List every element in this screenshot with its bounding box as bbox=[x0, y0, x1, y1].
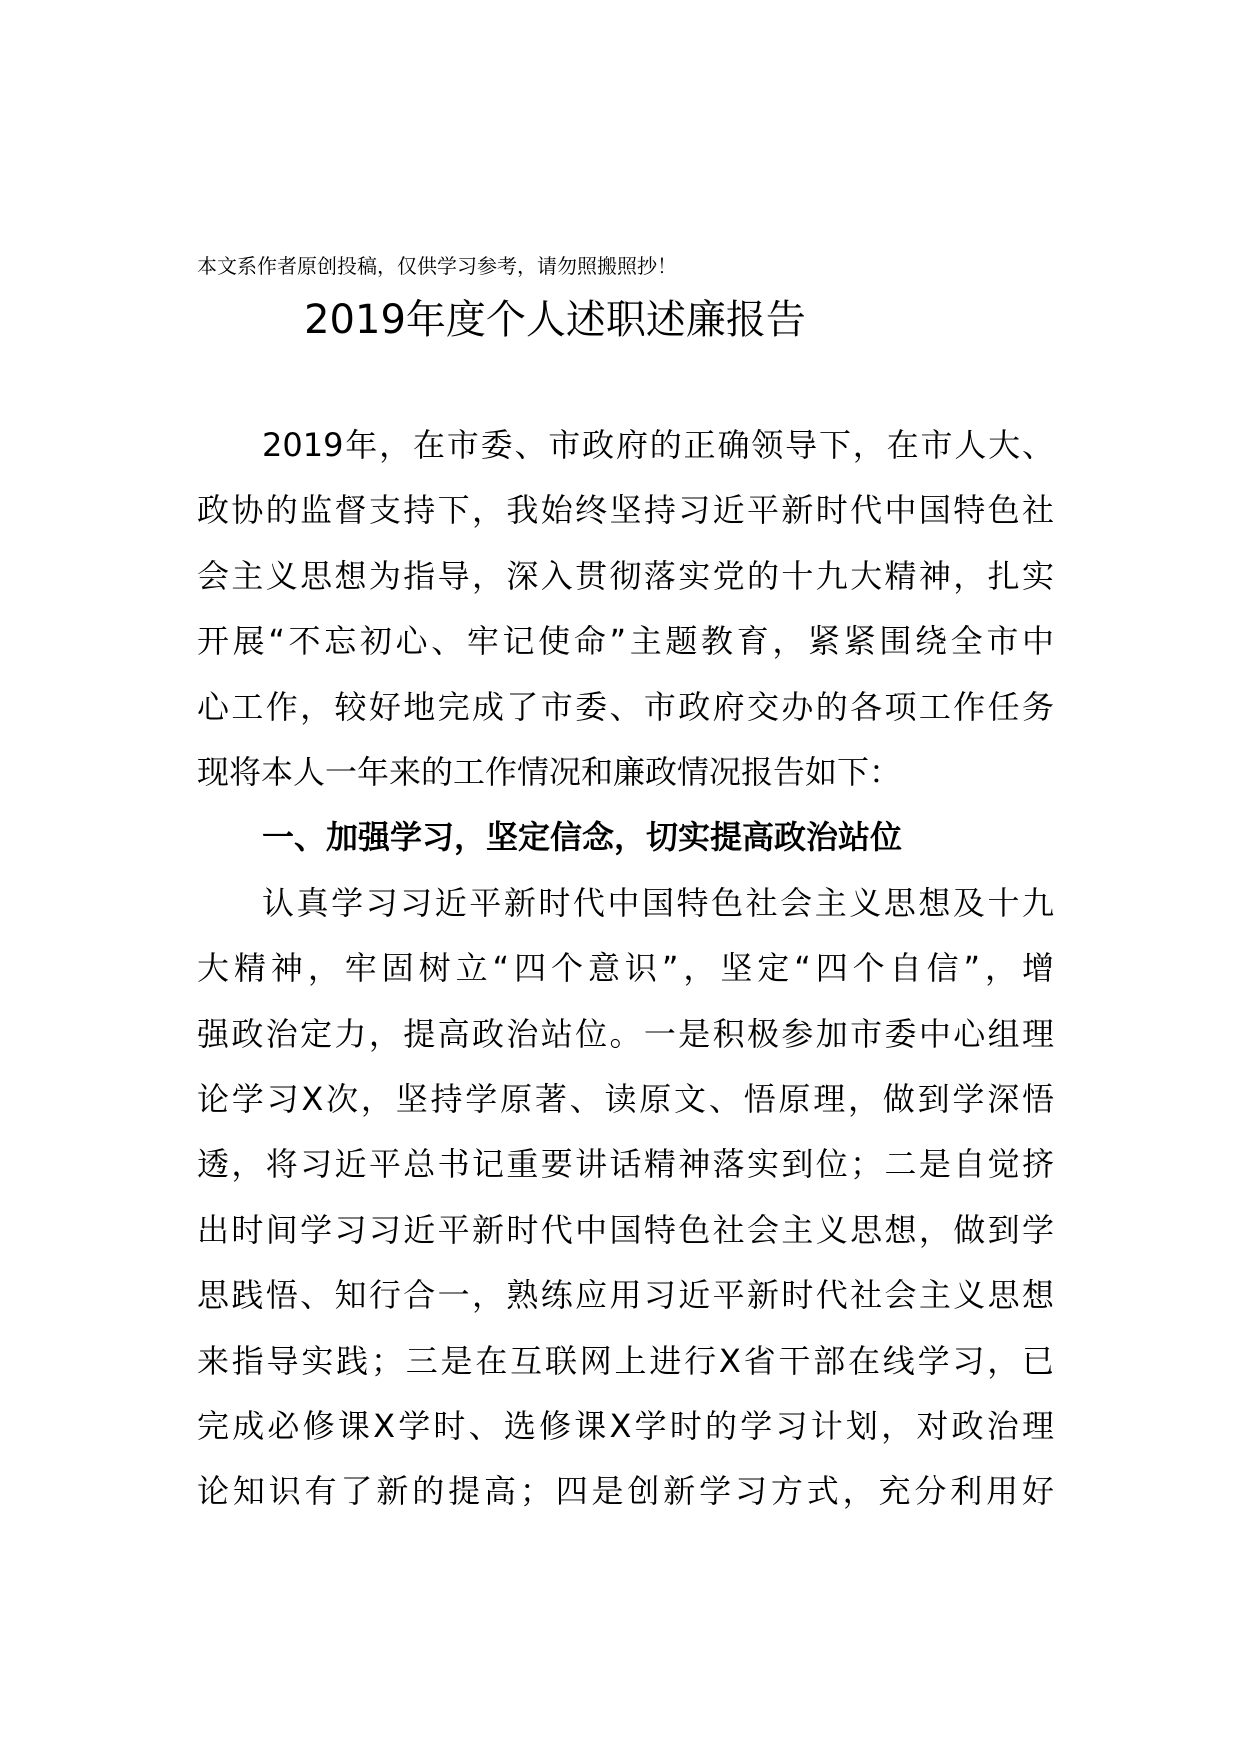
paragraph-line: 心工作，较好地完成了市委、市政府交办的各项工作任务 bbox=[197, 688, 1054, 726]
document-title: 2019年度个人述职述廉报告 bbox=[304, 297, 806, 343]
paragraph-line: 认真学习习近平新时代中国特色社会主义思想及十九 bbox=[262, 884, 1054, 922]
paragraph-line: 来指导实践；三是在互联网上进行X省干部在线学习，已 bbox=[197, 1342, 1054, 1380]
copyright-note: 本文系作者原创投稿，仅供学习参考，请勿照搬照抄！ bbox=[197, 254, 677, 278]
paragraph-line: 论学习X次，坚持学原著、读原文、悟原理，做到学深悟 bbox=[197, 1080, 1054, 1118]
paragraph-line: 现将本人一年来的工作情况和廉政情况报告如下： bbox=[197, 753, 902, 791]
paragraph-line: 思践悟、知行合一，熟练应用习近平新时代社会主义思想 bbox=[197, 1276, 1054, 1314]
paragraph-line: 出时间学习习近平新时代中国特色社会主义思想，做到学 bbox=[197, 1211, 1054, 1249]
paragraph-line: 2019年，在市委、市政府的正确领导下，在市人大、 bbox=[262, 426, 1054, 464]
paragraph-line: 政协的监督支持下，我始终坚持习近平新时代中国特色社 bbox=[197, 491, 1054, 529]
paragraph-line: 会主义思想为指导，深入贯彻落实党的十九大精神，扎实 bbox=[197, 557, 1054, 595]
paragraph-line: 论知识有了新的提高；四是创新学习方式，充分利用好 bbox=[197, 1472, 1054, 1510]
section-heading: 一、加强学习，坚定信念，切实提高政治站位 bbox=[262, 818, 903, 856]
paragraph-line: 开展“不忘初心、牢记使命”主题教育，紧紧围绕全市中 bbox=[197, 622, 1054, 660]
paragraph-line: 大精神，牢固树立“四个意识”，坚定“四个自信”，增 bbox=[197, 949, 1054, 987]
paragraph-line: 透，将习近平总书记重要讲话精神落实到位；二是自觉挤 bbox=[197, 1145, 1054, 1183]
paragraph-line: 强政治定力，提高政治站位。一是积极参加市委中心组理 bbox=[197, 1015, 1054, 1053]
paragraph-line: 完成必修课X学时、选修课X学时的学习计划，对政治理 bbox=[197, 1407, 1054, 1445]
